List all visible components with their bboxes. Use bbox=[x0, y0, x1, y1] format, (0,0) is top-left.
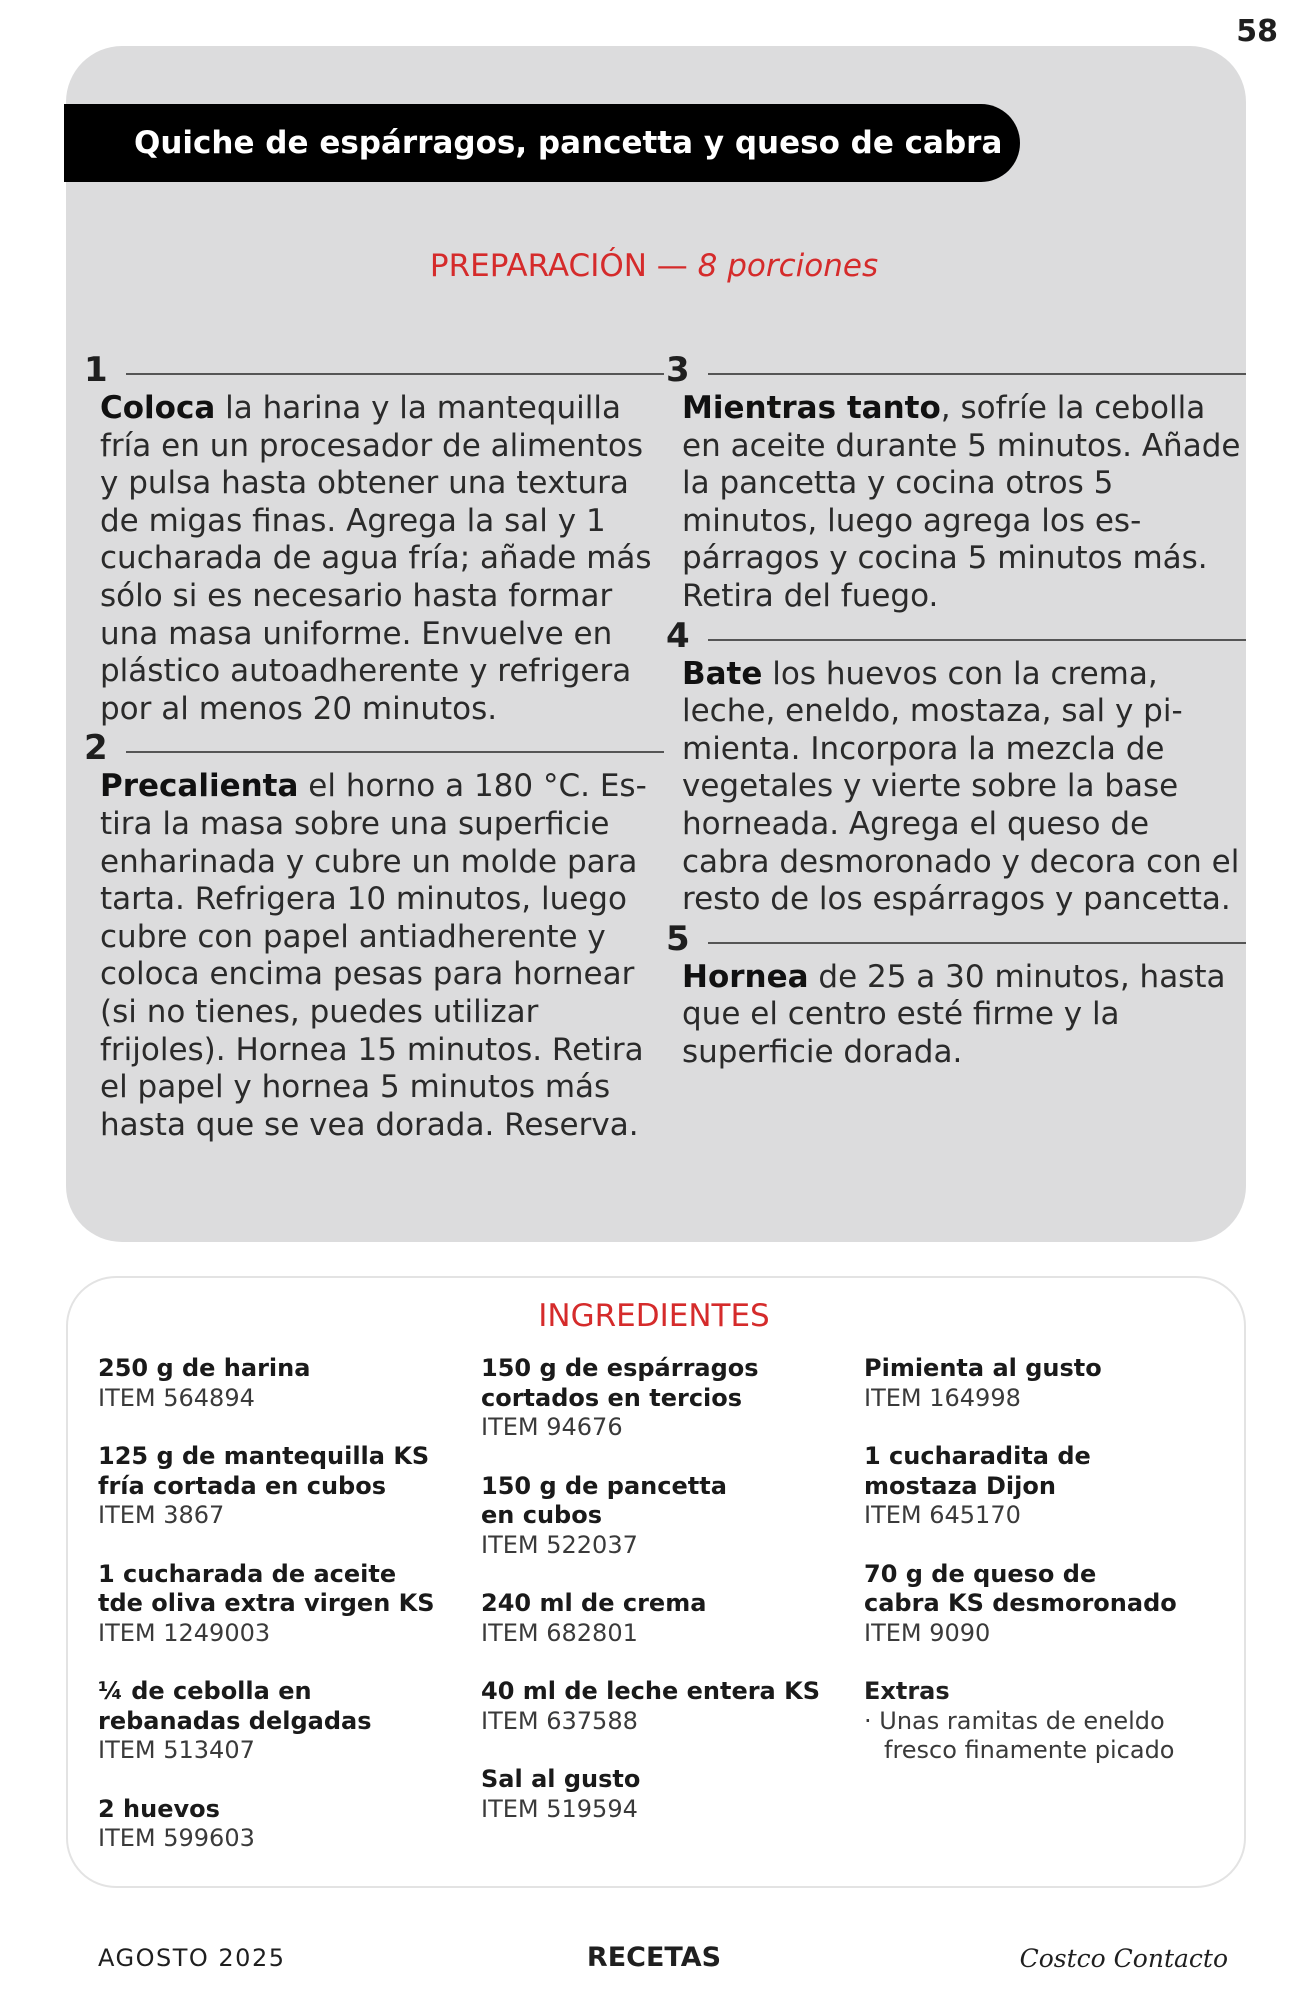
step-divider bbox=[126, 373, 664, 375]
ingredient bbox=[481, 1589, 841, 1648]
step-divider bbox=[708, 373, 1246, 375]
ingredient-item-code: ITEM 637588 bbox=[481, 1706, 638, 1735]
step-body: los huevos con la crema, leche, eneldo, mostaza, sal y pimienta. Incorpora la mezcla de vegetales y vierte sobre la base horneada. Agrega el queso de cabra desmoronado y decora con el resto de los espárragos y pancetta. bbox=[682, 655, 1240, 918]
step-lead: Mientras tanto bbox=[682, 390, 941, 426]
step-number: 1 bbox=[84, 350, 108, 390]
ingredient-item-code: ITEM 564894 bbox=[98, 1383, 255, 1412]
ingredient bbox=[98, 1795, 458, 1854]
ingredient-name: ¼ de cebolla en rebanadas delgadas bbox=[98, 1677, 372, 1735]
step-text bbox=[682, 656, 1242, 919]
ingredient-item-code: ITEM 9090 bbox=[864, 1618, 991, 1647]
ingredient-item-code: ITEM 3867 bbox=[98, 1501, 225, 1529]
step-lead: Precalienta bbox=[100, 768, 299, 805]
ingredient-item-code: ITEM 599603 bbox=[98, 1824, 255, 1852]
step-divider bbox=[708, 942, 1246, 944]
step-text bbox=[682, 959, 1242, 1072]
ingredient bbox=[481, 1765, 841, 1824]
step-lead: Hornea bbox=[682, 958, 809, 995]
ingredient bbox=[481, 1354, 841, 1443]
extras-title: Extras bbox=[864, 1677, 950, 1705]
ingredient bbox=[864, 1354, 1224, 1413]
step-4 bbox=[666, 616, 1246, 919]
step-body: el horno a 180 °C. Estira la masa sobre una superficie enharinada y cubre un molde para tarta. Refrigera 10 minutos, luego cubre con papel antiadherente y coloca encima pesas para hornear (si no tienes, puedes utilizar frijoles). Hornea 15 minutos. Retira el papel y hornea 5 minutos más hasta que se vea dorada. Reserva. bbox=[100, 768, 647, 1143]
ingredients-column-3 bbox=[864, 1354, 1224, 1795]
ingredient-name: 40 ml de leche entera KS bbox=[481, 1677, 820, 1705]
step-number: 5 bbox=[666, 918, 690, 959]
step-lead: Coloca bbox=[100, 390, 216, 426]
ingredient-name: 150 g de pancetta en cubos bbox=[481, 1471, 727, 1529]
step-text bbox=[682, 390, 1242, 616]
step-divider bbox=[126, 751, 664, 753]
ingredient-name: Sal al gusto bbox=[481, 1765, 641, 1793]
ingredient bbox=[98, 1560, 458, 1649]
portions-label: 8 porciones bbox=[697, 248, 879, 284]
step-number: 2 bbox=[84, 728, 108, 769]
ingredient bbox=[98, 1354, 458, 1413]
extras-item: · Unas ramitas de eneldo fresco finamente picado bbox=[864, 1706, 1175, 1764]
preparation-heading bbox=[0, 248, 1308, 284]
step-1 bbox=[84, 350, 664, 728]
step-text bbox=[100, 390, 660, 728]
page-number: 58 bbox=[1236, 14, 1278, 49]
footer-brand: Costco Contacto bbox=[1019, 1944, 1228, 1973]
footer-section: RECETAS bbox=[586, 1942, 722, 1973]
step-body: , sofríe la cebolla en aceite durante 5 minutos. Añade la pancetta y cocina otros 5 minutos, luego agrega los espárragos y cocina 5 minutos más. Retira del fuego. bbox=[682, 390, 1241, 614]
step-number: 4 bbox=[666, 615, 690, 656]
ingredient-item-code: ITEM 519594 bbox=[481, 1794, 638, 1823]
ingredient-name: 250 g de harina bbox=[98, 1354, 311, 1382]
ingredient-name: 1 cucharada de aceite tde oliva extra virgen KS bbox=[98, 1559, 435, 1617]
extras bbox=[864, 1677, 1224, 1766]
ingredient bbox=[98, 1677, 458, 1766]
step-body: de 25 a 30 minutos, hasta que el centro esté firme y la superficie dorada. bbox=[682, 958, 1226, 1070]
ingredient bbox=[98, 1442, 458, 1531]
step-2 bbox=[84, 728, 664, 1144]
step-body: la harina y la mantequilla fría en un procesador de alimentos y pulsa hasta obtener una textura de migas finas. Agrega la sal y 1 cucharada de agua fría; añade más sólo si es necesario hasta formar una masa uniforme. Envuelve en plástico autoadherente y refrigera por al menos 20 minutos. bbox=[100, 390, 652, 727]
ingredient-name: 1 cucharadita de mostaza Dijon bbox=[864, 1442, 1091, 1500]
ingredient-name: 125 g de mantequilla KS fría cortada en cubos bbox=[98, 1442, 430, 1500]
ingredient bbox=[864, 1560, 1224, 1649]
ingredient-item-code: ITEM 94676 bbox=[481, 1413, 623, 1441]
ingredient-name: 240 ml de crema bbox=[481, 1589, 707, 1617]
ingredient bbox=[864, 1442, 1224, 1531]
ingredient bbox=[481, 1677, 841, 1736]
ingredient-name: 70 g de queso de cabra KS desmoronado bbox=[864, 1559, 1177, 1617]
ingredient-name: 150 g de espárragos cortados en tercios bbox=[481, 1354, 759, 1412]
steps-column-left bbox=[84, 350, 664, 1144]
ingredient-name: 2 huevos bbox=[98, 1794, 220, 1823]
ingredient-item-code: ITEM 682801 bbox=[481, 1618, 638, 1647]
step-number: 3 bbox=[666, 350, 690, 390]
ingredients-heading: INGREDIENTES bbox=[538, 1298, 770, 1334]
ingredients-column-2 bbox=[481, 1354, 841, 1853]
ingredient-item-code: ITEM 1249003 bbox=[98, 1618, 271, 1647]
step-5 bbox=[666, 919, 1246, 1072]
step-3 bbox=[666, 350, 1246, 616]
ingredient-item-code: ITEM 513407 bbox=[98, 1736, 255, 1764]
ingredient-item-code: ITEM 645170 bbox=[864, 1501, 1021, 1529]
ingredient bbox=[481, 1472, 841, 1561]
step-divider bbox=[708, 639, 1246, 641]
step-lead: Bate bbox=[682, 655, 763, 692]
ingredient-item-code: ITEM 164998 bbox=[864, 1383, 1021, 1412]
recipe-title: Quiche de espárragos, pancetta y queso de cabra bbox=[64, 104, 1020, 182]
steps-column-right bbox=[666, 350, 1246, 1072]
preparation-label: PREPARACIÓN — bbox=[429, 248, 698, 284]
step-text bbox=[100, 768, 660, 1144]
ingredient-name: Pimienta al gusto bbox=[864, 1354, 1102, 1382]
ingredient-item-code: ITEM 522037 bbox=[481, 1530, 638, 1559]
ingredients-column-1 bbox=[98, 1354, 458, 1883]
footer-date: AGOSTO 2025 bbox=[98, 1944, 286, 1972]
